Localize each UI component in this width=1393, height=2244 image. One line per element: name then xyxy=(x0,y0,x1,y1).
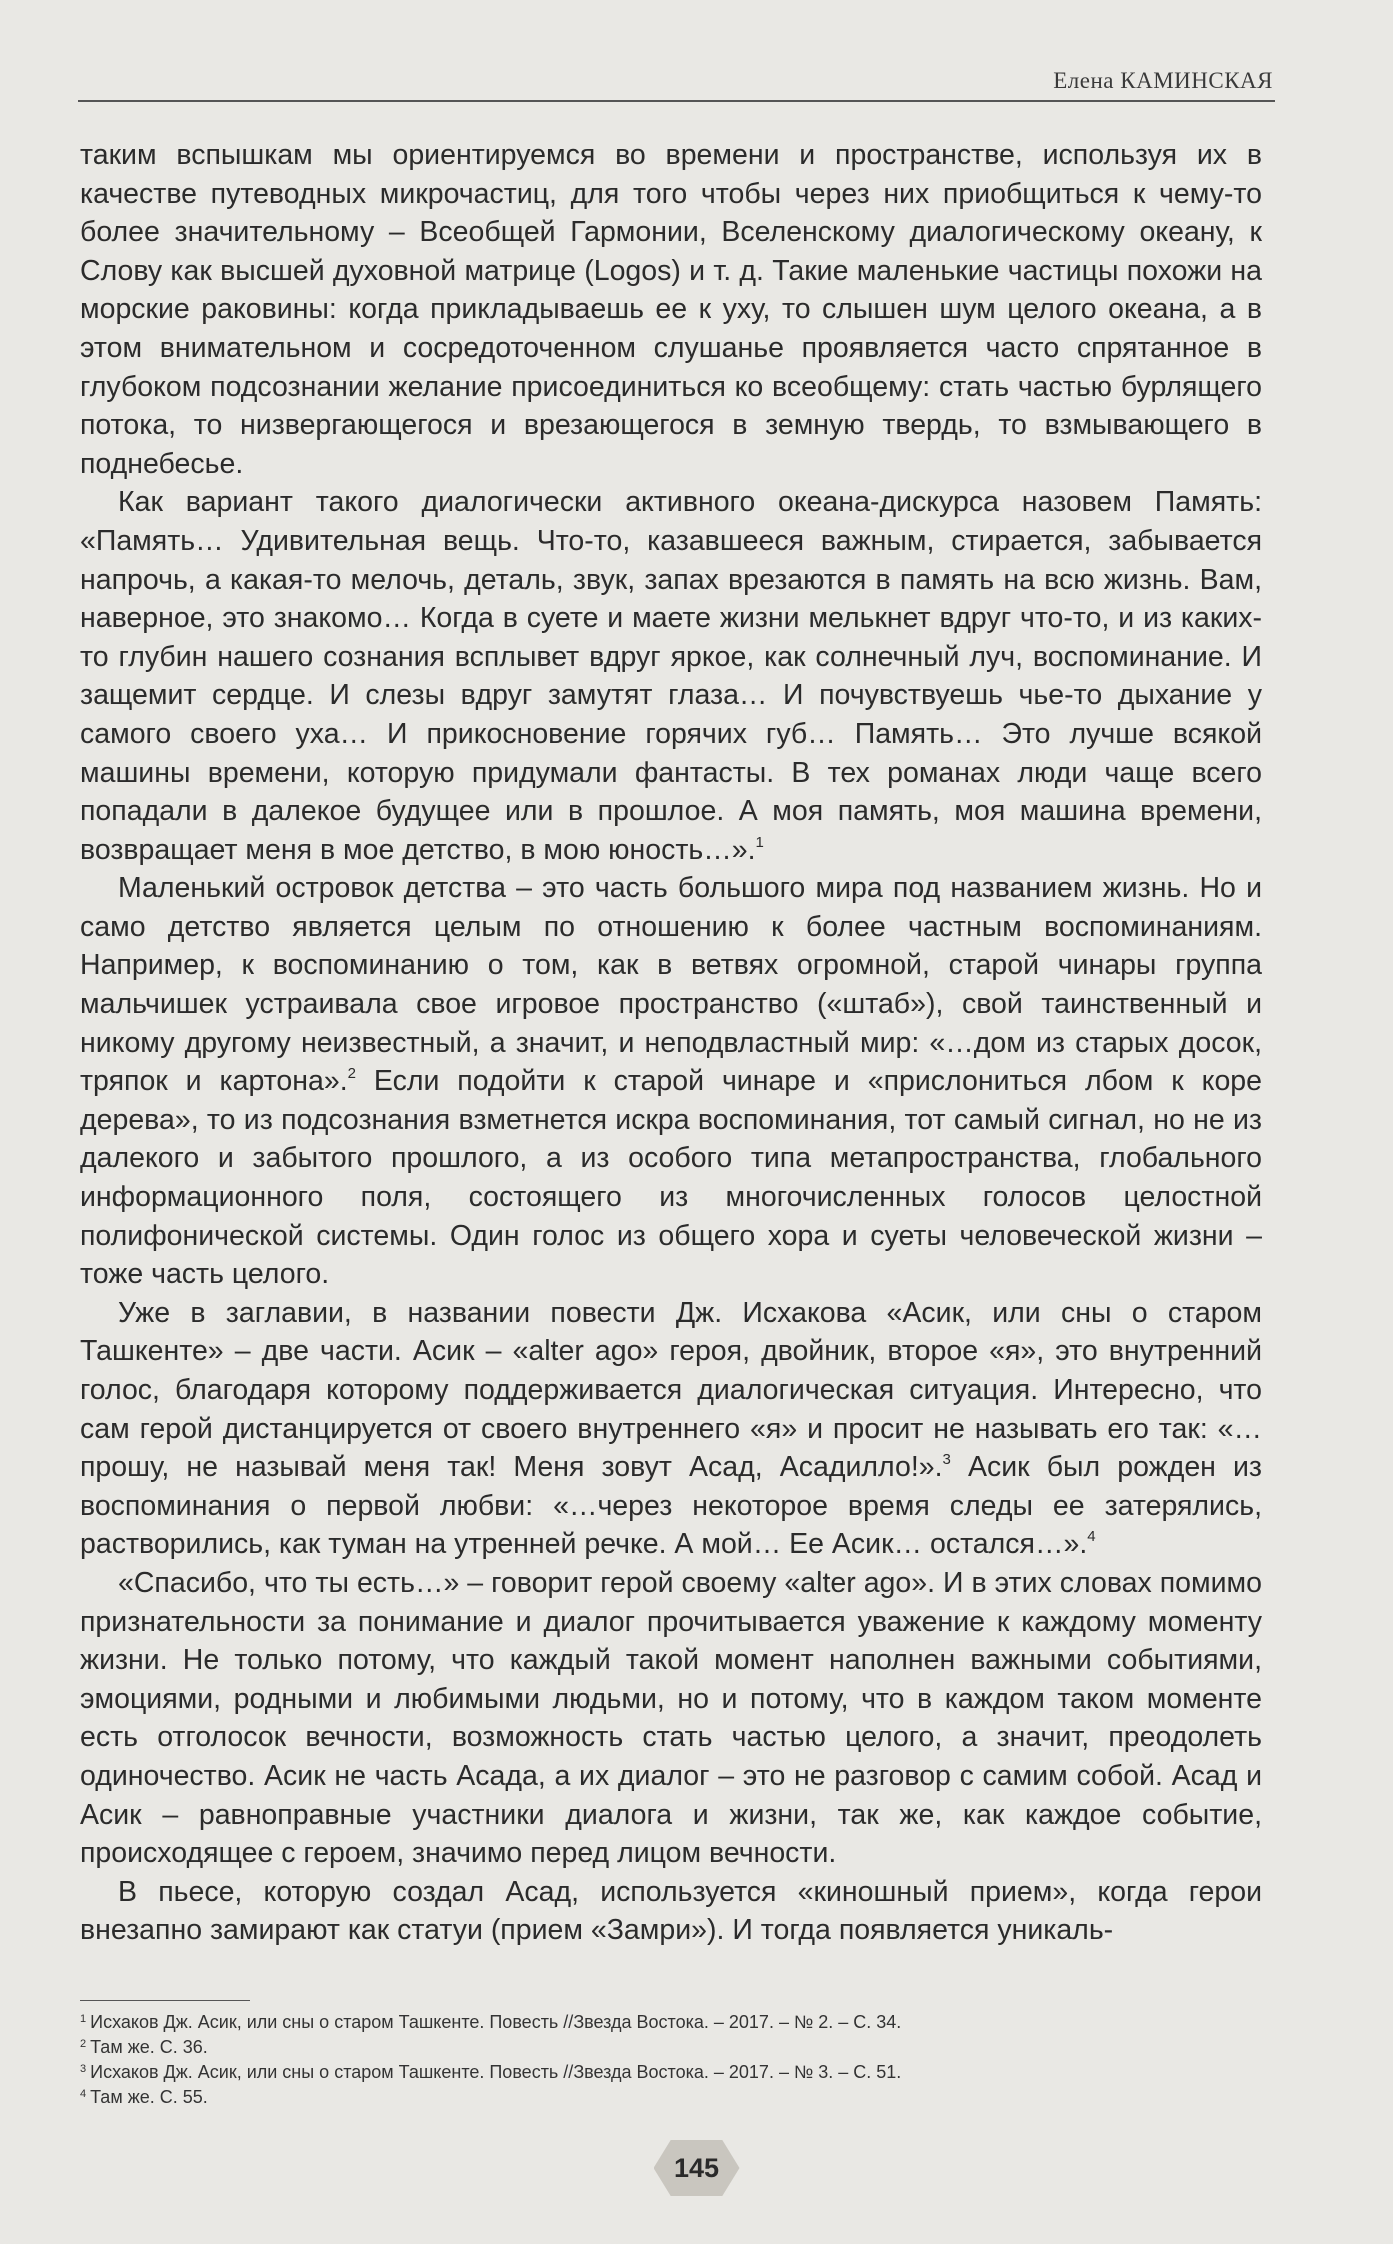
paragraph-4: Уже в заглавии, в названии повести Дж. Исхакова «Асик, или сны о старом Ташкенте» – две части. Асик – «alter ago» героя, двойник, второе «я», это внутренний голос, благодаря которому поддерживается диалогическая ситуация. Интересно, что сам герой дистанцируется от своего внутреннего «я» и просит не называть его так: «…прошу, не называй меня так! Меня зовут Асад, Асадилло!».$^3$ Асик был рожден из воспоминания о первой любви: «…через некоторое время следы ее затерялись, растворились, как туман на утренней речке. А мой… Ее Асик… остался…».$^4$ xyxy=(80,1296,1262,1561)
page-number-badge xyxy=(654,2140,740,2196)
paragraph-5: «Спасибо, что ты есть…» – говорит герой своему «alter ago». И в этих словах помимо признательности за понимание и диалог прочитывается уважение к каждому моменту жизни. Не только потому, что каждый такой момент наполнен важными событиями, эмоциями, родными и любимыми людьми, но и потому, что в каждом таком моменте есть отголосок вечности, возможность стать частью целого, а значит, преодолеть одиночество. Асик не часть Асада, а их диалог – это не разговор с самим собой. Асад и Асик – равноправные участники диалога и жизни, так же, как каждое событие, происходящее с героем, значимо перед лицом вечности. xyxy=(80,1566,1262,1870)
footnote-1: $^1$ Исхаков Дж. Асик, или сны о старом Ташкенте. Повесть //Звезда Востока. – 2017. – № 2. – С. 34. xyxy=(80,2012,902,2032)
footnote-ref-1: 1 xyxy=(755,833,764,851)
running-head-author: Елена КАМИНСКАЯ xyxy=(1053,68,1273,93)
footnote-4: $^4$ Там же. С. 55. xyxy=(80,2087,208,2107)
paragraph-1: таким вспышкам мы ориентируемся во времени и пространстве, используя их в качестве путеводных микрочастиц, для того чтобы через них приобщиться к чему-то более значительному – Всеобщей Гармонии, Вселенскому диалогическому океану, к Слову как высшей духовной матрице (Logos) и т. д. Такие маленькие частицы похожи на морские раковины: когда прикладываешь ее к уху, то слышен шум целого океана, а в этом внимательном и сосредоточенном слушанье проявляется часто спрятанное в глубоком подсознании желание присоединиться ко всеобщему: стать частью бурлящего потока, то низвергающегося и врезающегося в земную твердь, то взмывающего в поднебесье. xyxy=(80,139,1262,480)
footnote-3: $^3$ Исхаков Дж. Асик, или сны о старом Ташкенте. Повесть //Звезда Востока. – 2017. – № 3. – С. 51. xyxy=(80,2062,902,2082)
paragraph-2: Как вариант такого диалогически активного океана-дискурса назовем Память: «Память… Удивительная вещь. Что-то, казавшееся важным, стирается, забывается напрочь, а какая-то мелочь, деталь, звук, запах врезаются в память на всю жизнь. Вам, наверное, это знакомо… Когда в суете и маете жизни мелькнет вдруг что-то, и из каких-то глубин нашего сознания всплывет вдруг яркое, как солнечный луч, воспоминание. И защемит сердце. И слезы вдруг замутят глаза… И почувствуешь чье-то дыхание у самого своего уха… И прикосновение горячих губ… Память… Это лучше всякой машины времени, которую придумали фантасты. В тех романах люди чаще всего попадали в далекое будущее или в прошлое. А моя память, моя машина времени, возвращает меня в мое детство, в мою юность…».$^1$ xyxy=(80,486,1262,866)
paragraph-3: Маленький островок детства – это часть большого мира под названием жизнь. Но и само детство является целым по отношению к более частным воспоминаниям. Например, к воспоминанию о том, как в ветвях огромной, старой чинары группа мальчишек устраивала свое игровое пространство («штаб»), свой таинственный и никому другому неизвестный, а значит, и неподвластный мир: «…дом из старых досок, тряпок и картона».$^2$ Если подойти к старой чинаре и «прислониться лбом к коре дерева», то из подсознания взметнется искра воспоминания, тот самый сигнал, но не из далекого и забытого прошлого, а из особого типа метапространства, глобального информационного поля, состоящего из многочисленных голосов целостной полифонической системы. Один голос из общего хора и суеты человеческой жизни – тоже часть целого. xyxy=(80,872,1263,1291)
header-rule xyxy=(78,100,1275,102)
footnote-2: $^2$ Там же. С. 36. xyxy=(80,2037,208,2057)
paragraph-6: В пьесе, которую создал Асад, используется «киношный прием», когда герои внезапно замирают как статуи (прием «Замри»). И тогда появляется уникаль- xyxy=(80,1875,1262,1947)
page-number: 145 xyxy=(673,2152,720,2183)
footnote-ref-2: 2 xyxy=(347,1065,356,1083)
footnote-ref-3: 3 xyxy=(942,1451,951,1469)
footnotes xyxy=(80,2010,1262,2110)
footnote-rule xyxy=(80,2000,250,2001)
footnote-ref-4: 4 xyxy=(1087,1528,1096,1546)
main-text xyxy=(80,136,1262,1950)
